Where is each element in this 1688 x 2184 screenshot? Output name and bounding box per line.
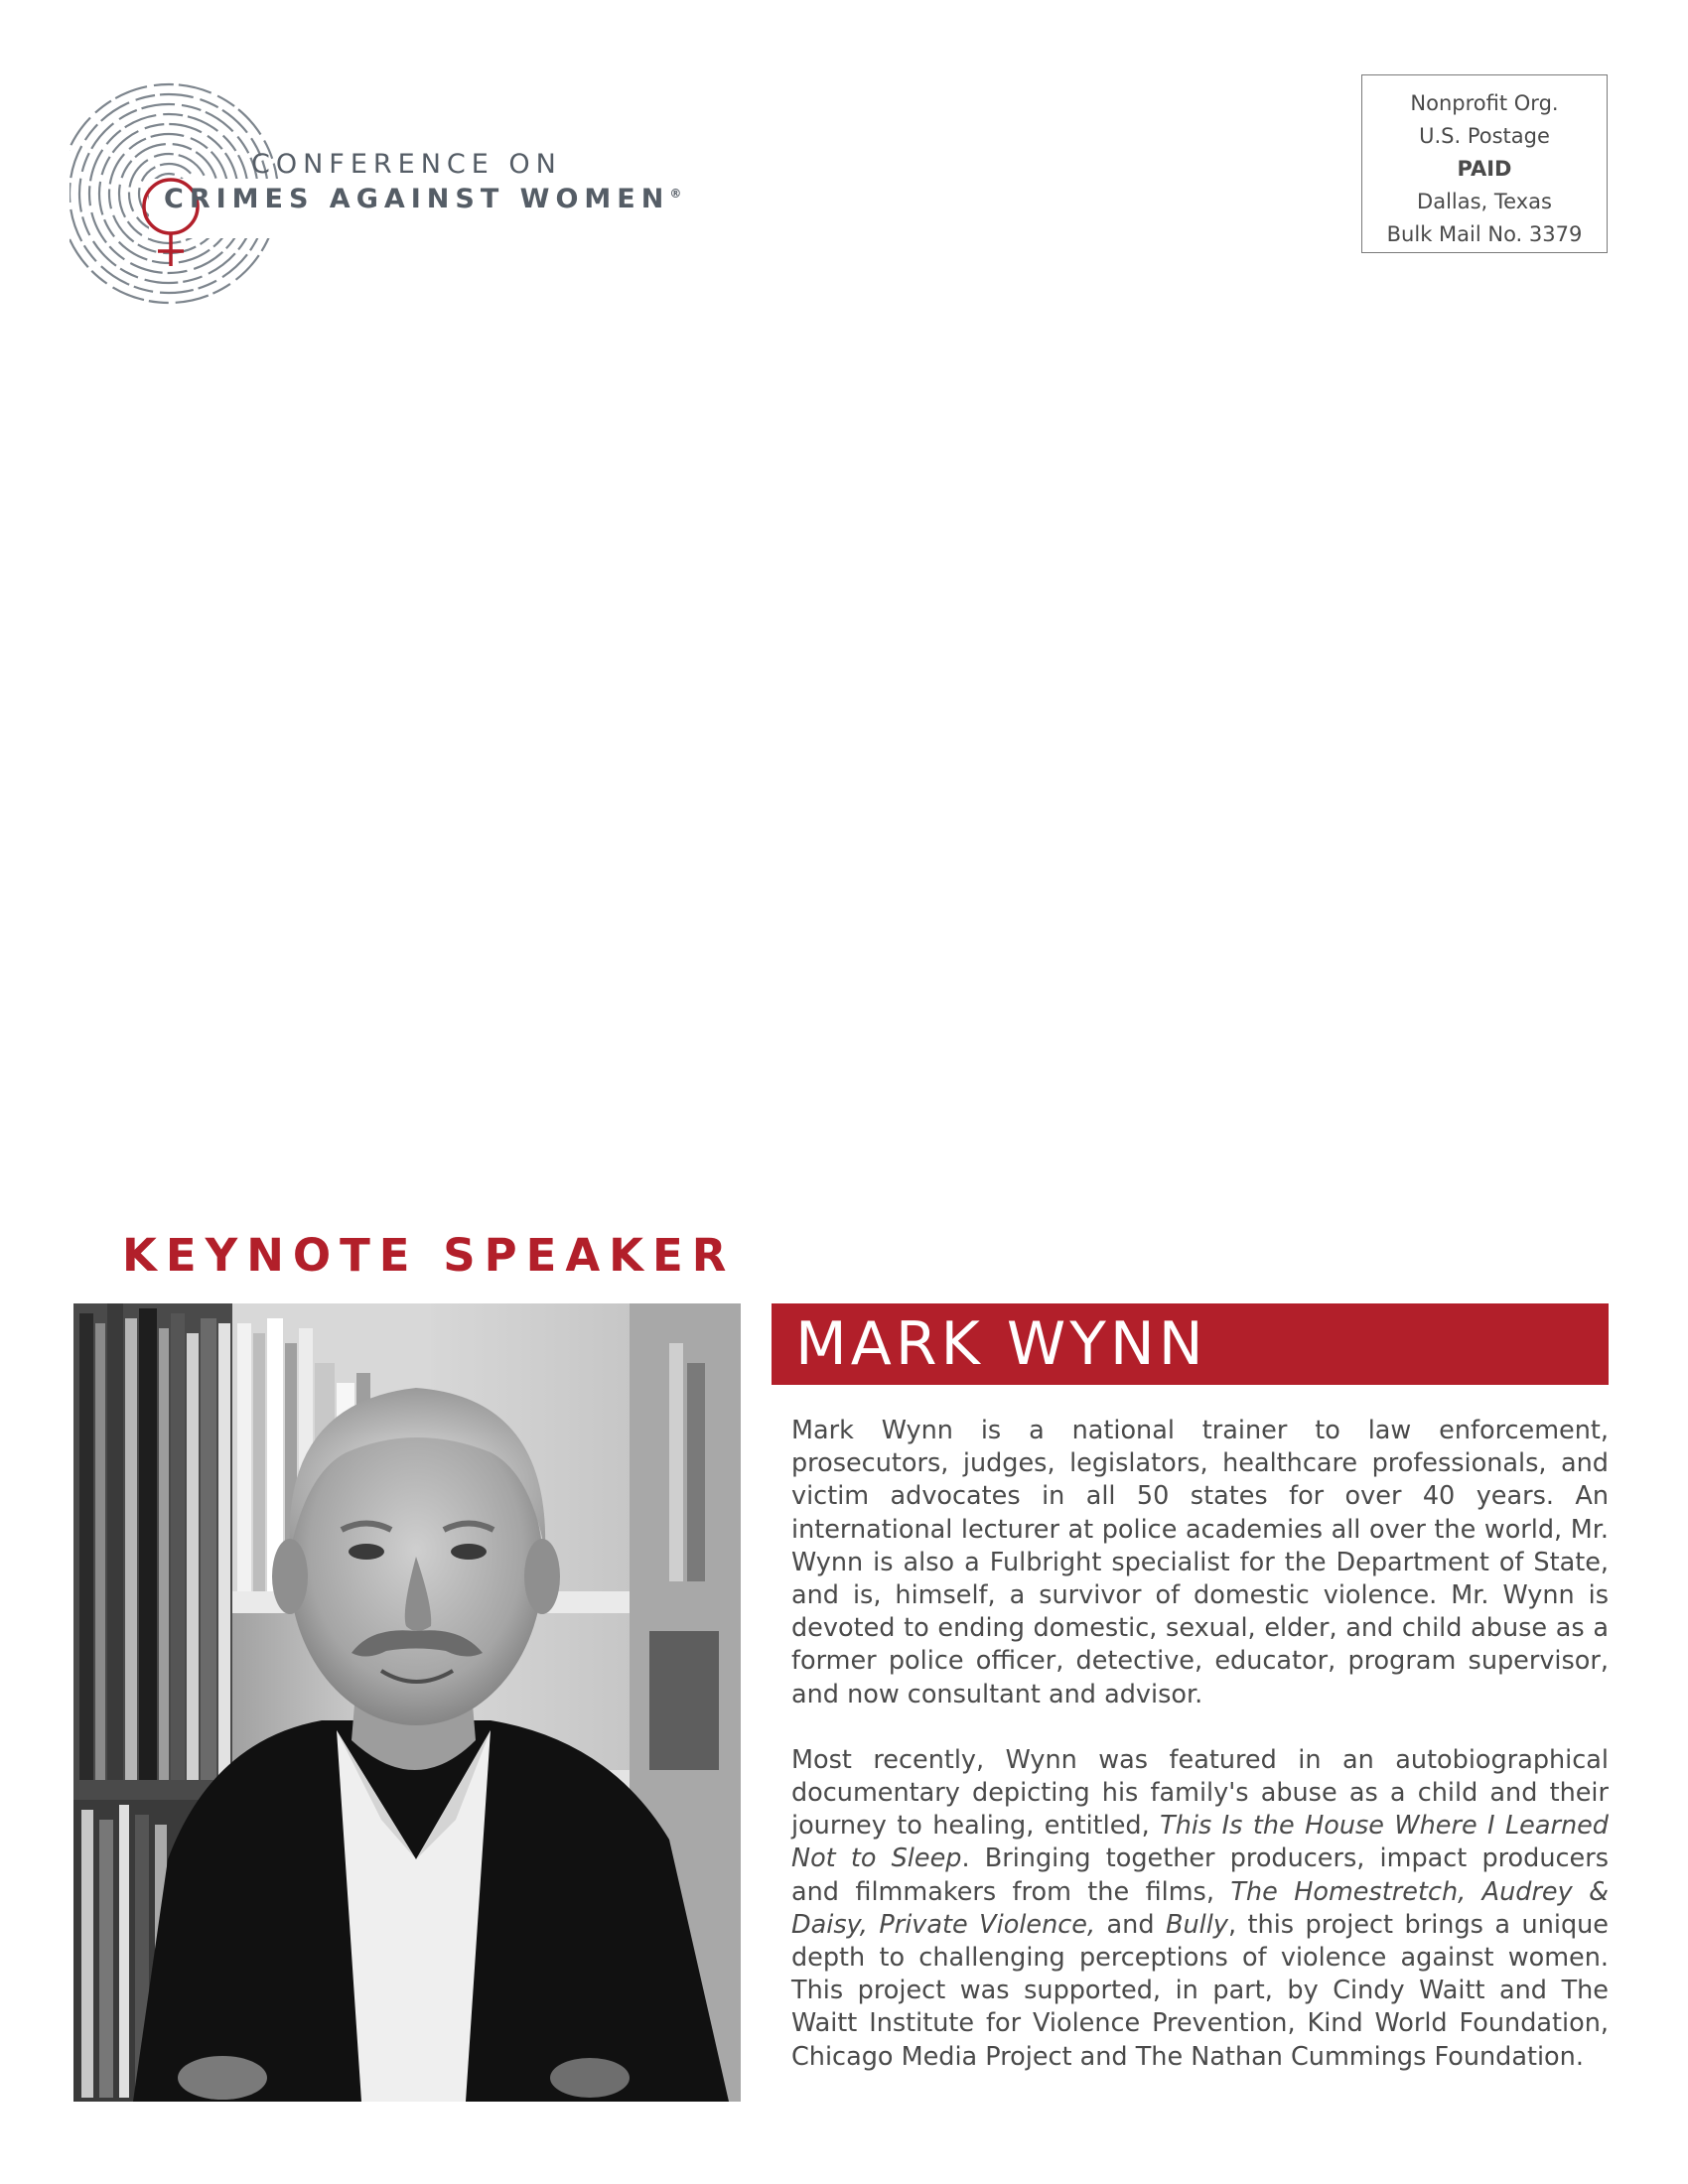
registered-mark: ® [669, 187, 682, 201]
logo-title-line1: CONFERENCE ON [251, 149, 562, 180]
bio-paragraph-2 [791, 1744, 1609, 2074]
bio-p2-text-a: Most recently, Wynn was featured in an autobiographical documentary depicting his family's abuse as a child and their journey to healing, entitled, [791, 1744, 1609, 1842]
speaker-bio [791, 1415, 1609, 2107]
conference-logo [70, 69, 705, 328]
bio-p2-text-c: , this project brings a unique depth to challenging perceptions of violence against women. This project was supported, in part, by Cindy Waitt and The Waitt Institute for Violence Prevention, Kind World Foundation, Chicago Media Project and The Nathan Cummings Foundation. [791, 1909, 1609, 2072]
speaker-name: MARK WYNN [795, 1309, 1207, 1379]
postage-line-1: Nonprofit Org. [1410, 91, 1559, 115]
documentary-title: This Is the House Where I Learned Not to Sleep [791, 1811, 1609, 1874]
bio-paragraph-1: Mark Wynn is a national trainer to law enforcement, prosecutors, judges, legislators, healthcare professionals, and victim advocates in all 50 states for over 40 years. An international lecturer at police academies all over the world, Mr. Wynn is also a Fulbright specialist for the Department of State, and is, himself, a survivor of domestic violence. Mr. Wynn is devoted to ending domestic, sexual, elder, and child abuse as a former police officer, detective, educator, program supervisor, and now consultant and advisor. [791, 1416, 1609, 1709]
logo-title-line2 [164, 184, 681, 214]
bio-p2-text-b: . Bringing together producers, impact producers and filmmakers from the films, [791, 1843, 1609, 1907]
film-title-bully: Bully [1166, 1909, 1228, 1940]
postage-line-2: U.S. Postage [1419, 124, 1550, 148]
speaker-photo [73, 1303, 741, 2102]
postage-indicia [1361, 74, 1608, 253]
keynote-heading: KEYNOTE SPEAKER [122, 1229, 736, 1282]
speaker-name-bar [772, 1303, 1609, 1385]
logo-title-line2-text: CRIMES AGAINST WOMEN [164, 184, 670, 214]
film-titles: The Homestretch, Audrey & Daisy, Private Violence, [791, 1876, 1609, 1940]
bio-p2-and: and [1095, 1909, 1167, 1940]
postage-line-3: PAID [1457, 157, 1512, 181]
postage-line-5: Bulk Mail No. 3379 [1386, 222, 1583, 246]
speaker-portrait-icon [73, 1303, 741, 2102]
postage-line-4: Dallas, Texas [1417, 190, 1552, 213]
